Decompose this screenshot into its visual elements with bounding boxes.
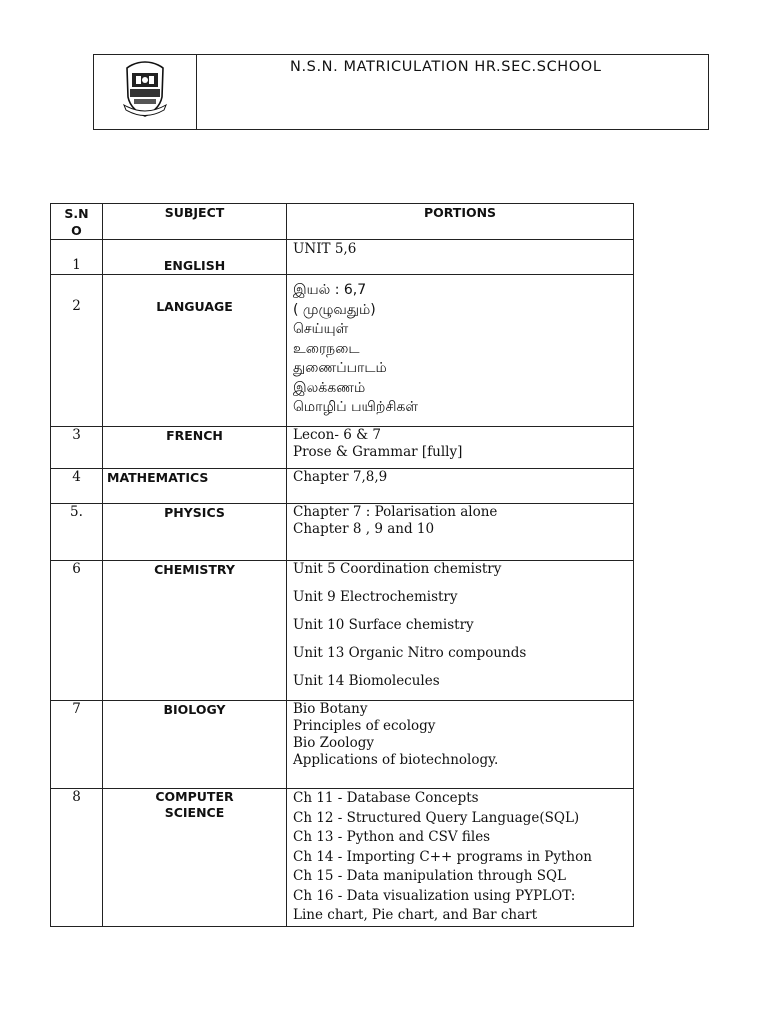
column-header-sno: S.N O	[51, 204, 103, 240]
header-box	[93, 54, 709, 130]
table-row	[51, 469, 634, 504]
row-subject: CHEMISTRY	[103, 561, 287, 701]
row-sno: 4	[51, 469, 103, 504]
row-subject: LANGUAGE	[103, 275, 287, 427]
column-header-portions: PORTIONS	[287, 204, 634, 240]
row-sno: 3	[51, 427, 103, 469]
table-row	[51, 240, 634, 275]
row-portions: Chapter 7 : Polarisation alone Chapter 8 , 9 and 10	[287, 504, 634, 561]
school-crest-icon	[118, 59, 172, 119]
row-portions: Bio Botany Principles of ecology Bio Zoology Applications of biotechnology.	[287, 701, 634, 789]
column-header-subject: SUBJECT	[103, 204, 287, 240]
table-row	[51, 561, 634, 701]
school-name: N.S.N. MATRICULATION HR.SEC.SCHOOL	[290, 59, 602, 75]
row-sno: 6	[51, 561, 103, 701]
table-header-row	[51, 204, 634, 240]
table-row	[51, 275, 634, 427]
table-row	[51, 701, 634, 789]
row-subject: PHYSICS	[103, 504, 287, 561]
row-subject: COMPUTER SCIENCE	[103, 789, 287, 927]
row-portions: Chapter 7,8,9	[287, 469, 634, 504]
logo-cell	[94, 55, 197, 129]
row-portions: UNIT 5,6	[287, 240, 634, 275]
row-sno: 5.	[51, 504, 103, 561]
row-subject: ENGLISH	[103, 240, 287, 275]
row-subject: BIOLOGY	[103, 701, 287, 789]
table-row	[51, 504, 634, 561]
row-sno: 8	[51, 789, 103, 927]
row-sno: 2	[51, 275, 103, 427]
row-portions: Lecon- 6 & 7 Prose & Grammar [fully]	[287, 427, 634, 469]
row-portions: Unit 5 Coordination chemistry Unit 9 Electrochemistry Unit 10 Surface chemistry Unit 13 Organic Nitro compounds Unit 14 Biomolecules	[287, 561, 634, 701]
row-subject: MATHEMATICS	[103, 469, 287, 504]
row-portions: Ch 11 - Database Concepts Ch 12 - Structured Query Language(SQL) Ch 13 - Python and CSV files Ch 14 - Importing C++ programs in Python Ch 15 - Data manipulation through SQL Ch 16 - Data visualization using PYPLOT: Line chart, Pie chart, and Bar chart	[287, 789, 634, 927]
table-row	[51, 427, 634, 469]
table-row	[51, 789, 634, 927]
portions-table	[50, 203, 634, 927]
row-sno: 1	[51, 240, 103, 275]
row-subject: FRENCH	[103, 427, 287, 469]
row-portions: இயல் : 6,7 ( முழுவதும்) செய்யுள் உரைநடை துணைப்பாடம் இலக்கணம் மொழிப் பயிற்சிகள்	[287, 275, 634, 427]
row-sno: 7	[51, 701, 103, 789]
